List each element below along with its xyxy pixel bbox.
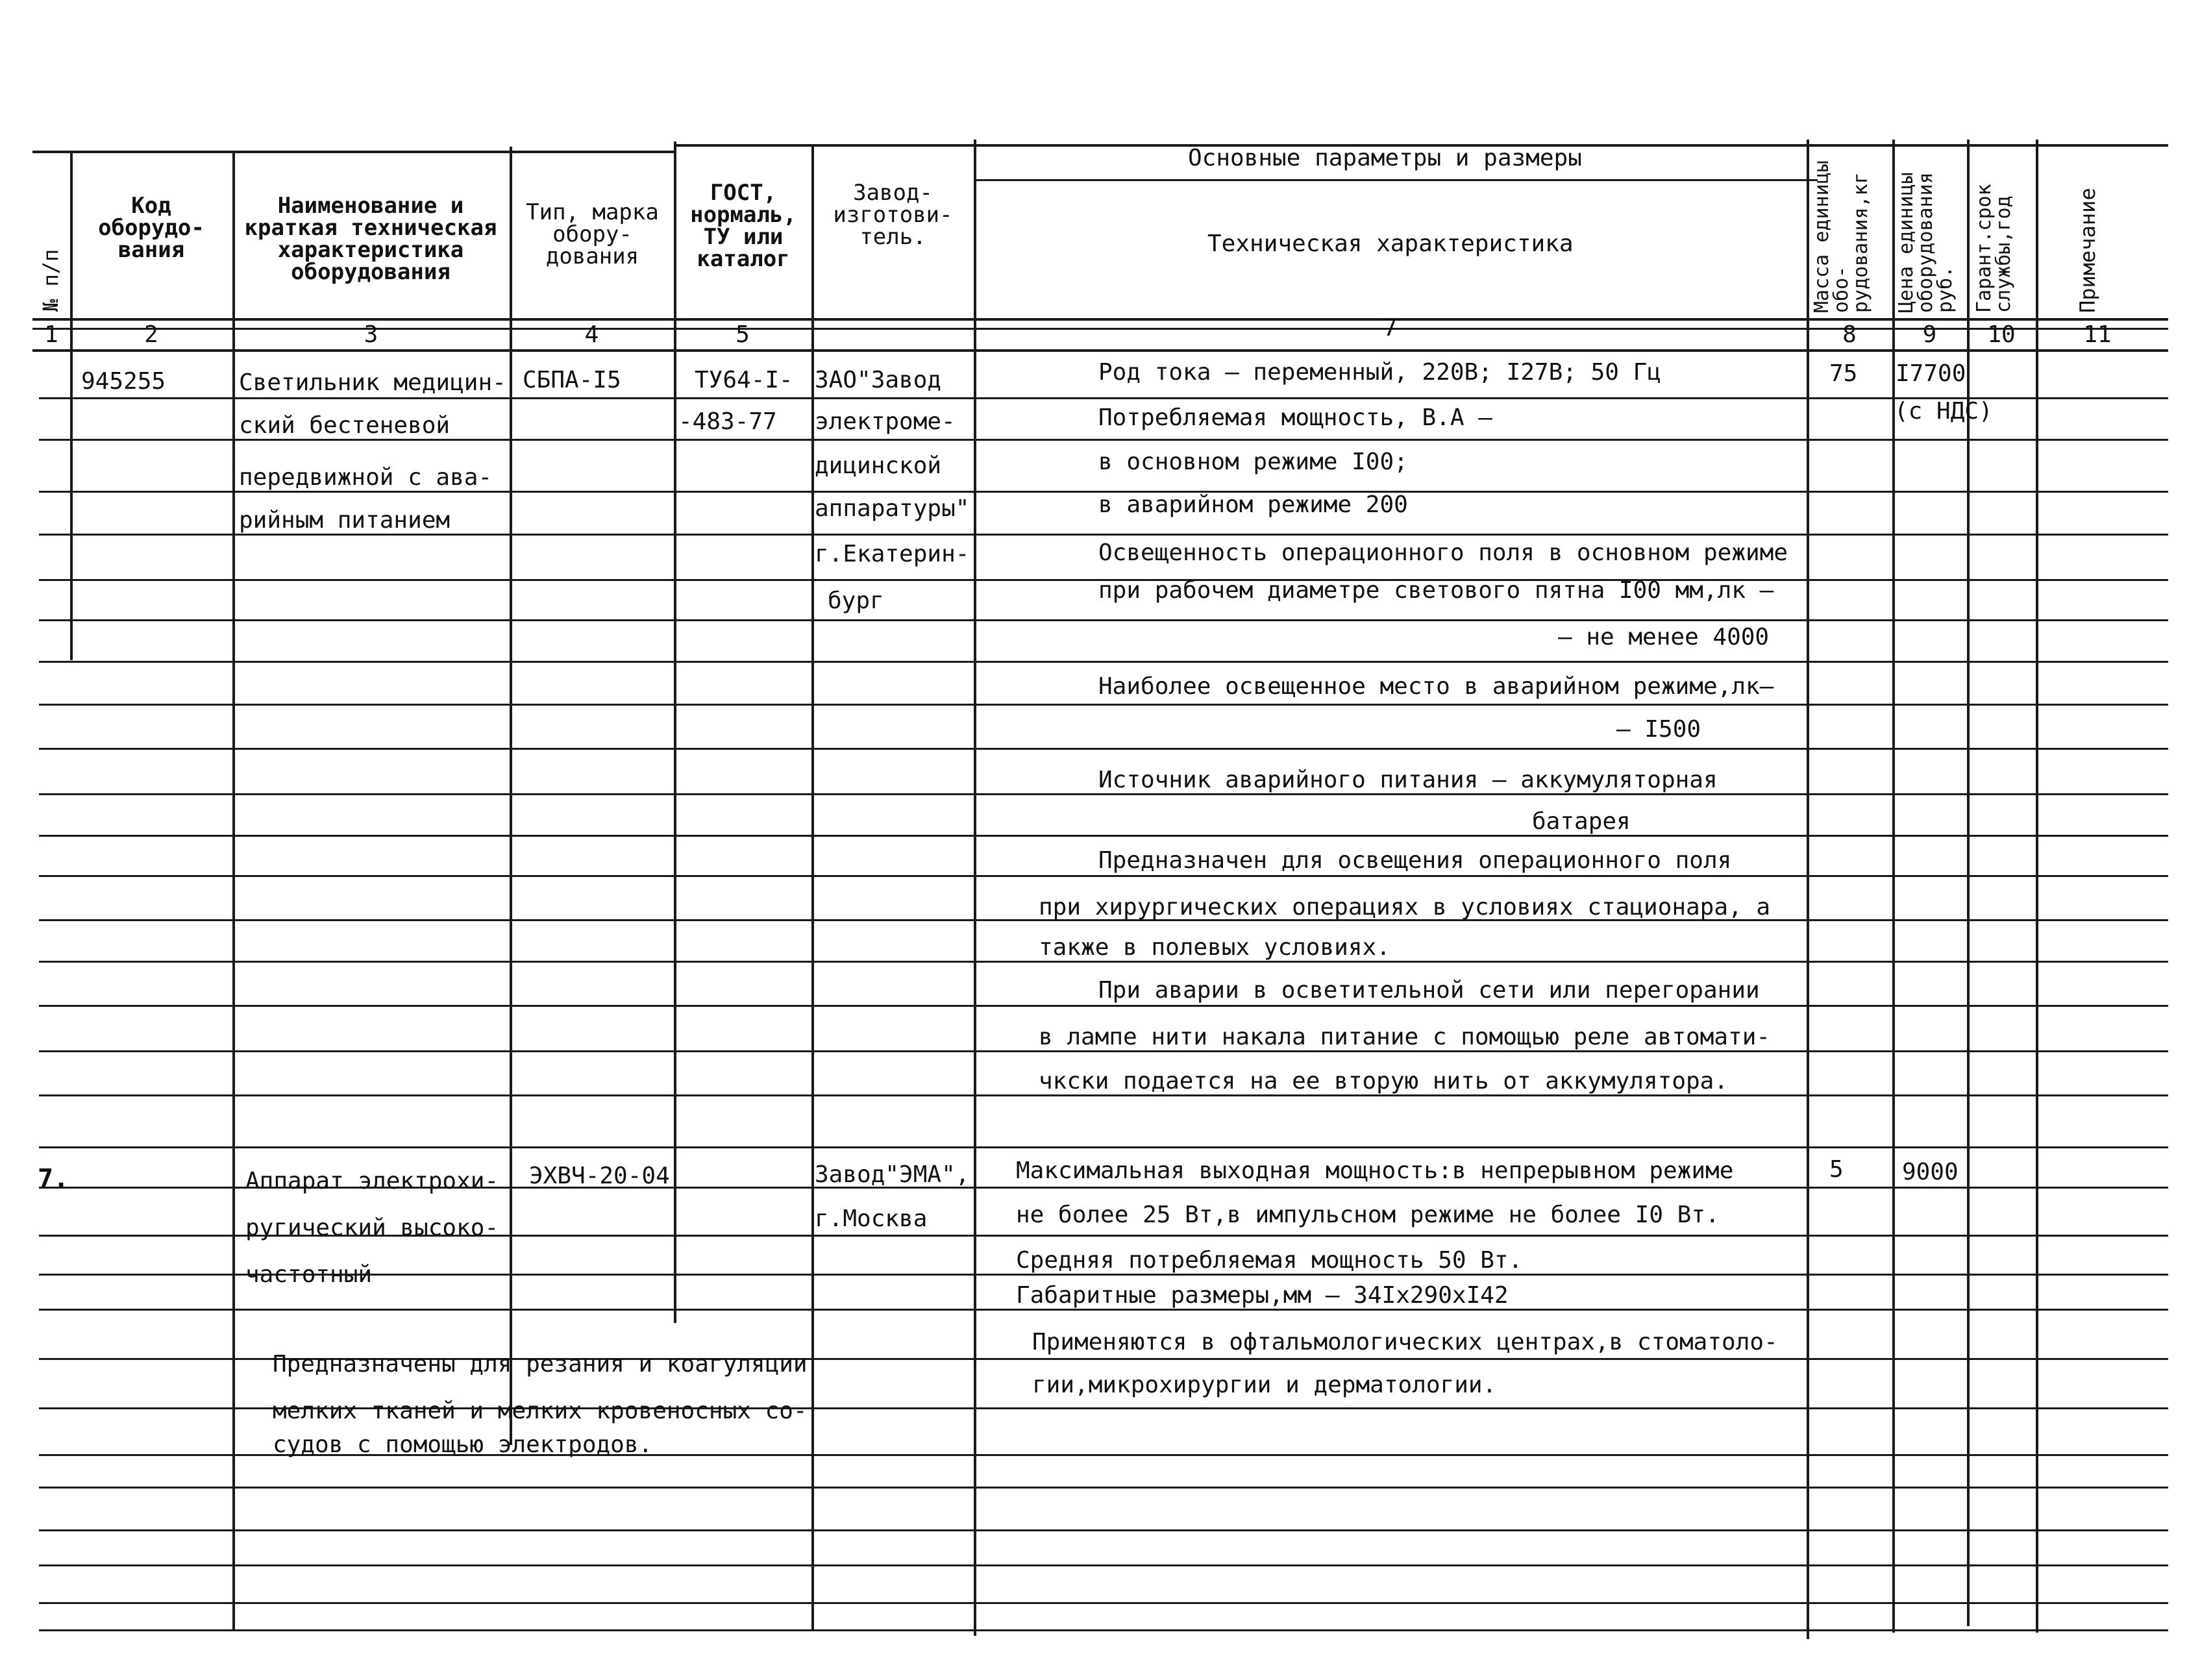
item1-spec-line-1: Род тока – переменный, 220В; I27В; 50 Гц bbox=[1098, 359, 1661, 386]
item2-spec-line-5: Применяются в офтальмологических центрах,в стоматоло- bbox=[1032, 1329, 1778, 1355]
item1-spec-line-2: Потребляемая мощность, В.А – bbox=[1098, 404, 1492, 431]
row-rule bbox=[39, 704, 2168, 706]
row-rule bbox=[39, 534, 2168, 536]
header-manufacturer: Завод-изготови-тель. bbox=[833, 180, 953, 250]
item1-maker-line-4: аппаратуры" bbox=[815, 495, 970, 522]
column-number-4: 4 bbox=[584, 321, 599, 348]
item2-spec-line-1: Максимальная выходная мощность:в непрерывном режиме bbox=[1016, 1157, 1734, 1184]
item2-spec-line-3: Средняя потребляемая мощность 50 Вт. bbox=[1016, 1247, 1523, 1274]
item1-maker-line-6: бург bbox=[828, 587, 884, 614]
item2-spec-line-4: Габаритные размеры,мм – 34Iх290хI42 bbox=[1016, 1282, 1509, 1309]
item1-spec-line-11: батарея bbox=[1532, 808, 1631, 835]
row-rule bbox=[39, 439, 2168, 441]
item1-name-line-2: ский бестеневой bbox=[239, 412, 451, 439]
row-rule bbox=[39, 1094, 2168, 1096]
row-rule bbox=[39, 397, 2168, 399]
item2-price: 9000 bbox=[1902, 1159, 1959, 1185]
row-rule bbox=[39, 661, 2168, 663]
column-number-2: 2 bbox=[144, 321, 158, 348]
item1-spec-line-16: в лампе нити накала питание с помощью реле автомати- bbox=[1039, 1024, 1771, 1050]
item1-spec-line-6: при рабочем диаметре светового пятна I00 мм,лк – bbox=[1098, 577, 1774, 604]
item2-mass: 5 bbox=[1829, 1156, 1844, 1183]
item2-type: ЭХВЧ-20-04 bbox=[529, 1163, 670, 1189]
row-rule bbox=[39, 1564, 2168, 1566]
row-rule bbox=[39, 1629, 2168, 1631]
row-rule bbox=[39, 1309, 2168, 1311]
item1-maker-line-5: г.Екатерин- bbox=[815, 541, 970, 567]
row-rule bbox=[39, 1146, 2168, 1148]
row-rule bbox=[39, 748, 2168, 750]
item2-purpose-line-2: мелких тканей и мелких кровеносных со- bbox=[273, 1398, 808, 1424]
header-equipment-type: Тип, марка обору-дования bbox=[526, 199, 659, 269]
row-rule bbox=[39, 1602, 2168, 1604]
item1-code: 945255 bbox=[81, 368, 166, 395]
item1-name-line-4: рийным питанием bbox=[239, 507, 451, 534]
row-rule bbox=[39, 1050, 2168, 1052]
item1-spec-line-9: – I500 bbox=[1616, 716, 1701, 743]
column-number-3: 3 bbox=[364, 321, 378, 348]
header-price: Цена единицы оборудования руб. bbox=[1895, 172, 1957, 313]
header-warranty: Гарант.срок службы,год bbox=[1973, 184, 2015, 313]
item1-price-note: (с НДС) bbox=[1894, 398, 1993, 425]
item1-standard-line-1: ТУ64-I- bbox=[695, 367, 793, 393]
header-note: Примечание bbox=[2075, 188, 2100, 313]
item1-spec-line-7: – не менее 4000 bbox=[1558, 624, 1770, 650]
header-row-number: № п/п bbox=[38, 249, 63, 312]
item2-purpose-line-1: Предназначены для резания и коагуляции bbox=[273, 1351, 808, 1377]
row-rule bbox=[39, 961, 2168, 963]
item1-spec-line-14: также в полевых условиях. bbox=[1039, 934, 1390, 961]
item2-maker-line-1: Завод"ЭМА", bbox=[815, 1161, 970, 1188]
item1-standard-line-2: -483-77 bbox=[678, 408, 777, 435]
item2-purpose-line-3: судов с помощью электродов. bbox=[273, 1431, 653, 1458]
item1-spec-line-5: Освещенность операционного поля в основном режиме bbox=[1098, 539, 1788, 566]
item1-price: I7700 bbox=[1896, 360, 1966, 387]
row-rule bbox=[39, 619, 2168, 621]
item1-spec-line-13: при хирургических операциях в условиях стационара, а bbox=[1039, 894, 1771, 920]
item2-number: 7. bbox=[38, 1164, 69, 1194]
header-equipment-code: Код оборудо-вания bbox=[98, 193, 204, 263]
row-rule bbox=[39, 1487, 2168, 1489]
item1-spec-line-8: Наиболее освещенное место в аварийном режиме,лк– bbox=[1098, 673, 1774, 700]
item1-spec-line-3: в основном режиме I00; bbox=[1098, 449, 1408, 475]
item1-spec-line-15: При аварии в осветительной сети или перегорании bbox=[1098, 977, 1760, 1004]
item1-name-line-1: Светильник медицин- bbox=[239, 369, 506, 396]
item2-name-line-3: частотный bbox=[245, 1261, 373, 1288]
item1-maker-line-3: дицинской bbox=[815, 452, 942, 479]
header-parameters-group: Основные параметры и размеры bbox=[1188, 145, 1582, 171]
item2-name-line-2: ругический высоко- bbox=[245, 1215, 499, 1241]
item1-name-line-3: передвижной с ава- bbox=[239, 464, 493, 491]
item1-spec-line-4: в аварийном режиме 200 bbox=[1098, 491, 1408, 518]
header-technical-characteristic: Техническая характеристика bbox=[1207, 230, 1574, 257]
row-rule bbox=[39, 1005, 2168, 1007]
item2-maker-line-2: г.Москва bbox=[815, 1205, 928, 1232]
item2-name-line-1: Аппарат электрохи- bbox=[245, 1168, 499, 1194]
column-number-11: 11 bbox=[2083, 321, 2112, 348]
header-equipment-name: Наименование и краткая техническая характеристика оборудования bbox=[244, 193, 497, 285]
item1-mass: 75 bbox=[1829, 360, 1858, 387]
header-standard: ГОСТ, нормаль, ТУ или каталог bbox=[690, 180, 797, 272]
row-rule bbox=[39, 835, 2168, 837]
item2-spec-line-6: гии,микрохирургии и дерматологии. bbox=[1032, 1372, 1497, 1398]
item1-type: СБПА-I5 bbox=[523, 367, 621, 393]
row-rule bbox=[39, 875, 2168, 877]
row-rule bbox=[39, 793, 2168, 795]
column-number-8: 8 bbox=[1842, 321, 1857, 348]
item1-spec-line-12: Предназначен для освещения операционного поля bbox=[1098, 847, 1732, 874]
column-number-1: 1 bbox=[44, 321, 58, 348]
column-number-9: 9 bbox=[1922, 321, 1937, 348]
column-number-5: 5 bbox=[735, 321, 750, 348]
item1-spec-line-10: Источник аварийного питания – аккумуляторная bbox=[1098, 767, 1718, 793]
header-mass: Масса единицы обо-рудования,кг bbox=[1811, 160, 1872, 313]
item2-spec-line-2: не более 25 Вт,в импульсном режиме не более I0 Вт. bbox=[1016, 1202, 1720, 1228]
column-number-7: 7 bbox=[1383, 315, 1398, 341]
item1-maker-line-2: электроме- bbox=[815, 408, 956, 435]
item1-maker-line-1: ЗАО"Завод bbox=[815, 367, 942, 393]
row-rule bbox=[39, 1529, 2168, 1531]
column-number-10: 10 bbox=[1987, 321, 2016, 348]
item1-spec-line-17: чкски подается на ее вторую нить от аккумулятора. bbox=[1039, 1068, 1729, 1094]
